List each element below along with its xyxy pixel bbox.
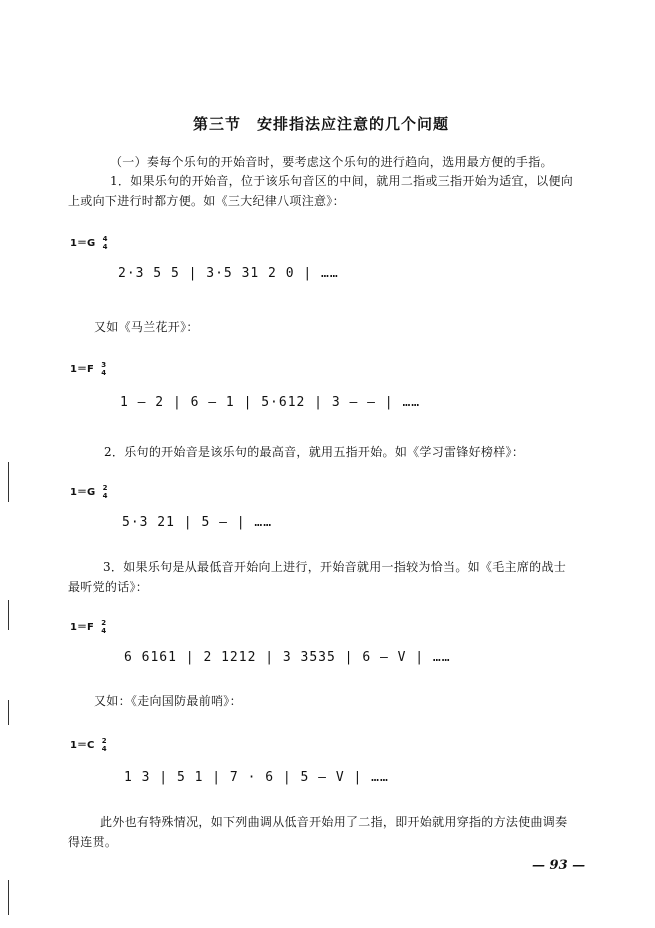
example-3-key: 1＝G 2 4 xyxy=(70,484,108,500)
paragraph-5-line-2: 最听党的话》： xyxy=(68,580,149,594)
paragraph-1: （一）奏每个乐句的开始音时，要考虑这个乐句的进行趋向，选用最方便的手指。 xyxy=(110,155,553,169)
example-5-key: 1＝C 2 4 xyxy=(70,737,107,753)
example-4-key: 1＝F 2 4 xyxy=(70,619,107,635)
example-5-notation: 1 3 | 5 1 | 7 · 6 | 5 — V | …… xyxy=(124,770,389,785)
paragraph-6: 又如：《走向国防最前哨》： xyxy=(94,694,242,708)
section-title: 第三节 安排指法应注意的几个问题 xyxy=(193,115,450,133)
example-2-key: 1＝F 3 4 xyxy=(70,361,107,377)
page-number: — 93 — xyxy=(532,858,586,873)
paragraph-7-line-2: 得连贯。 xyxy=(68,835,118,849)
paragraph-2-line-1: 1．如果乐句的开始音，位于该乐句音区的中间，就用二指或三指开始为适宜，以便向 xyxy=(110,174,574,188)
example-2-notation: 1 — 2 | 6 — 1 | 5·612 | 3 — — | …… xyxy=(120,395,421,410)
example-1-notation: 2·3 5 5 | 3·5 31 2 0 | …… xyxy=(118,266,339,281)
example-3-notation: 5·3 21 | 5 — | …… xyxy=(122,515,273,530)
paragraph-2-line-2: 上或向下进行时都方便。如《三大纪律八项注意》： xyxy=(68,194,345,208)
paragraph-7-line-1: 此外也有特殊情况，如下列曲调从低音开始用了二指，即开始就用穿指的方法使曲调奏 xyxy=(100,815,568,829)
paragraph-4: 2．乐句的开始音是该乐句的最高音，就用五指开始。如《学习雷锋好榜样》： xyxy=(104,445,525,459)
paragraph-3: 又如《马兰花开》： xyxy=(94,320,199,334)
paragraph-5-line-1: 3．如果乐句是从最低音开始向上进行，开始音就用一指较为恰当。如《毛主席的战士 xyxy=(103,560,567,574)
example-1-key: 1＝G 4 4 xyxy=(70,235,108,251)
example-4-notation: 6 6161 | 2 1212 | 3 3535 | 6 — V | …… xyxy=(124,650,451,665)
